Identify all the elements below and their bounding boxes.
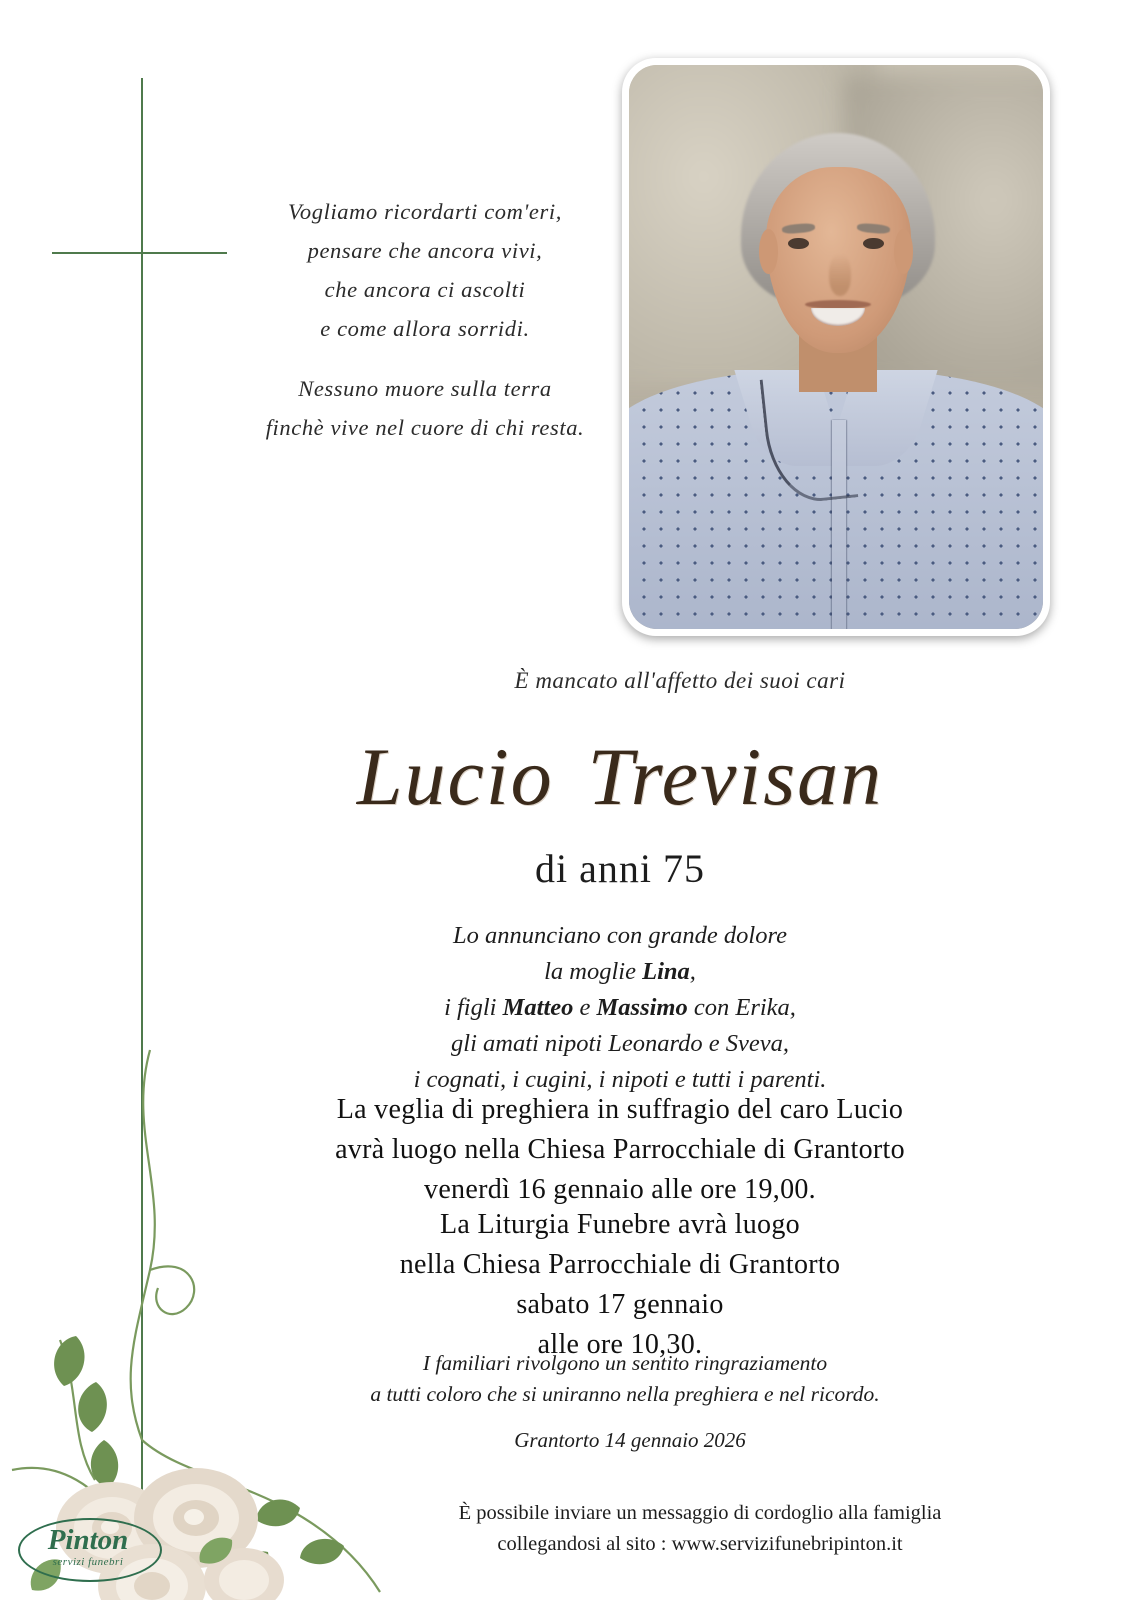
vigil-line: venerdì 16 gennaio alle ore 19,00. (424, 1174, 816, 1206)
poem-line: pensare che ancora vivi, (307, 238, 543, 264)
place-and-date: Grantorto 14 gennaio 2026 (514, 1428, 746, 1452)
poem-line: Vogliamo ricordarti com'eri, (288, 199, 562, 224)
family-line: Lo annunciano con grande dolore (453, 922, 787, 949)
vigil-line: avrà luogo nella Chiesa Parrocchiale di Grantorto (335, 1134, 905, 1166)
cross-horizontal-line (52, 252, 227, 254)
photo-ear-right (894, 229, 913, 274)
poem-line: Nessuno muore sulla terra (298, 375, 552, 401)
family-line: la moglie Lina, (544, 958, 696, 985)
family-name-son-2: Massimo (596, 994, 688, 1021)
vigil-line: La veglia di preghiera in suffragio del caro Lucio (336, 1094, 904, 1125)
deceased-first-name: Lucio (356, 731, 554, 822)
website-line: È possibile inviare un messaggio di cordoglio alla famiglia (458, 1502, 942, 1524)
poem-line: che ancora ci ascolti (324, 277, 526, 303)
portrait-frame (622, 58, 1050, 636)
funeral-line: sabato 17 gennaio (516, 1289, 724, 1321)
deceased-name (170, 730, 1070, 824)
family-name-wife: Lina (642, 958, 690, 985)
funeral-line: nella Chiesa Parrocchiale di Grantorto (399, 1249, 841, 1281)
funeral-home-logo (18, 1512, 158, 1586)
deceased-age: di anni 75 (535, 846, 705, 891)
thanks-line: a tutti coloro che si uniranno nella preghiera e nel ricordo. (370, 1382, 880, 1407)
family-line: i figli Matteo e Massimo con Erika, (444, 994, 796, 1021)
family-line: i cognati, i cugini, i nipoti e tutti i parenti. (413, 1066, 827, 1093)
website-line: collegandosi al sito : www.servizifunebripinton.it (497, 1532, 903, 1555)
announcement-intro: È mancato all'affetto dei suoi cari (514, 668, 846, 693)
family-name-son-1: Matteo (502, 994, 574, 1021)
poem-line: e come allora sorridi. (320, 316, 530, 342)
poem-line: finchè vive nel cuore di chi resta. (265, 414, 585, 440)
deceased-last-name: Trevisan (587, 731, 884, 822)
photo-ear-left (759, 229, 778, 274)
logo-subtitle: servizi funebri (52, 1556, 124, 1568)
photo-nose (829, 254, 852, 296)
funeral-line: La Liturgia Funebre avrà luogo (440, 1209, 800, 1240)
thanks-line: I familiari rivolgono un sentito ringraziamento (422, 1351, 828, 1375)
funeral-line: alle ore 10,30. (537, 1329, 703, 1361)
family-line: gli amati nipoti Leonardo e Sveva, (451, 1030, 789, 1057)
memorial-poem (245, 192, 605, 447)
portrait-photo (629, 65, 1043, 629)
website-note (330, 1498, 1070, 1560)
logo-name: Pinton (47, 1524, 129, 1556)
